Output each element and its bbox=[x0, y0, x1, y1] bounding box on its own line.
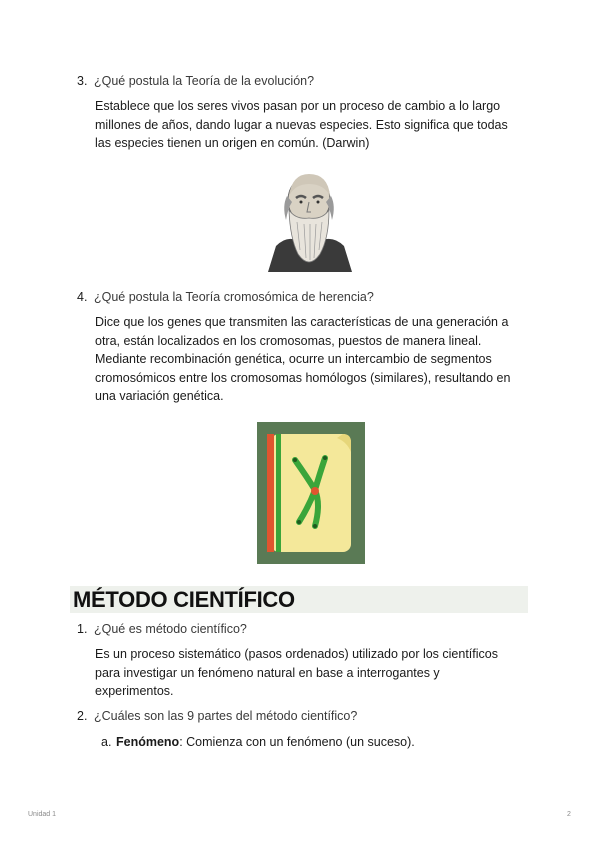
question-3 bbox=[77, 74, 314, 88]
darwin-portrait-icon bbox=[262, 166, 356, 272]
answer-4-line: una variación genética. bbox=[95, 389, 224, 403]
section-answer-1-line: para investigar un fenómeno natural en base a interrogantes y bbox=[95, 665, 440, 680]
section-answer-1-line: Es un proceso sistemático (pasos ordenados) utilizado por los científicos bbox=[95, 647, 498, 661]
question-4-number: 4. bbox=[77, 290, 88, 304]
answer-4-line: otra, están localizados en los cromosomas, puestos de manera lineal. bbox=[95, 333, 482, 348]
sub-item-a-text: : Comienza con un fenómeno (un suceso). bbox=[179, 735, 415, 749]
answer-4-line: cromosómicos entre los cromosomas homólogos (similares), resultando en bbox=[95, 370, 511, 385]
section-question-1 bbox=[77, 622, 247, 636]
answer-4 bbox=[95, 313, 535, 406]
section-question-2-number: 2. bbox=[77, 709, 88, 723]
answer-4-line: Dice que los genes que transmiten las características de una generación a bbox=[95, 315, 509, 329]
question-4-text: ¿Qué postula la Teoría cromosómica de herencia? bbox=[94, 290, 374, 304]
answer-3 bbox=[95, 97, 535, 153]
sub-item-a-label: a. bbox=[101, 735, 112, 749]
sub-item-a bbox=[101, 735, 415, 749]
section-question-2 bbox=[77, 709, 357, 723]
chromosome-book-icon bbox=[257, 422, 365, 564]
section-question-1-text: ¿Qué es método científico? bbox=[94, 622, 247, 636]
section-question-1-number: 1. bbox=[77, 622, 88, 636]
answer-3-line: millones de años, dando lugar a nuevas especies. Esto significa que todas bbox=[95, 117, 508, 132]
question-4 bbox=[77, 290, 374, 304]
question-3-text: ¿Qué postula la Teoría de la evolución? bbox=[94, 74, 315, 88]
section-question-2-text: ¿Cuáles son las 9 partes del método científico? bbox=[94, 709, 358, 723]
footer-page-number: 2 bbox=[567, 811, 571, 818]
sub-item-a-term: Fenómeno bbox=[116, 735, 180, 749]
section-heading: MÉTODO CIENTÍFICO bbox=[73, 587, 295, 612]
section-answer-1-line: experimentos. bbox=[95, 684, 174, 698]
answer-3-line: las especies tienen un origen en común. (Darwin) bbox=[95, 136, 370, 150]
question-3-number: 3. bbox=[77, 74, 88, 88]
answer-4-line: Mediante recombinación genética, ocurre un intercambio de segmentos bbox=[95, 352, 492, 366]
footer-unit: Unidad 1 bbox=[28, 811, 57, 818]
section-answer-1 bbox=[95, 645, 535, 701]
answer-3-line: Establece que los seres vivos pasan por un proceso de cambio a lo largo bbox=[95, 99, 501, 113]
